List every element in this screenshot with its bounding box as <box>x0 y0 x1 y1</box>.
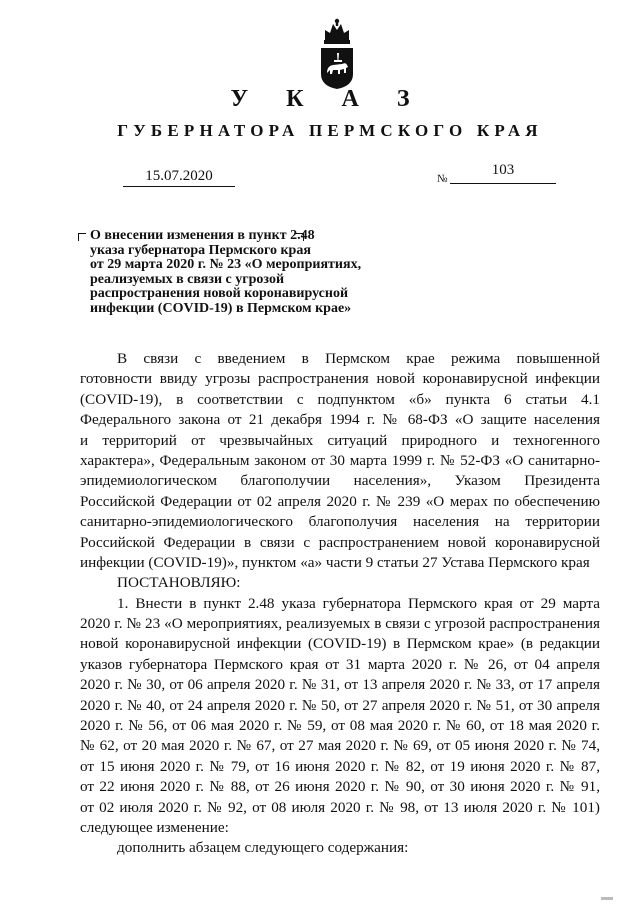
subject-corner-left <box>78 233 86 241</box>
item-1-line: указов губернатора Пермского края от 31 марта 2020 г. № 26, от 04 апреля <box>80 655 600 673</box>
item-1-line: от 15 июня 2020 г. № 79, от 16 июня 2020 г. № 82, от 19 июня 2020 г. № 87, <box>80 757 600 775</box>
preamble-line: эпидемиологическом благополучии населения», Указом Президента <box>80 472 600 490</box>
preamble-line: инфекции (COVID-19)», пунктом «а» части 9 статьи 27 Устава Пермского края <box>80 553 590 571</box>
item-1-line: от 22 июня 2020 г. № 88, от 26 июня 2020 г. № 90, от 30 июня 2020 г. № 91, <box>80 778 600 796</box>
preamble-line: Федерального закона от 21 декабря 1994 г. № 68-ФЗ «О защите населения <box>80 411 600 429</box>
item-1-line: 2020 г. № 23 «О мероприятиях, реализуемых в связи с угрозой распространения <box>80 615 600 633</box>
item-1-line: 2020 г. № 30, от 06 апреля 2020 г. № 31, от 13 апреля 2020 г. № 33, от 17 апреля <box>80 676 600 694</box>
number-sign: № <box>437 173 448 185</box>
document-body <box>80 349 600 859</box>
decree-word: ПОСТАНОВЛЯЮ: <box>117 574 241 592</box>
document-title: У К А З <box>230 86 426 112</box>
subject-line: распространения новой коронавирусной <box>90 286 349 302</box>
subject-line: указа губернатора Пермского края <box>90 242 311 258</box>
preamble-line: (COVID-19), в соответствии с подпунктом «б» пункта 6 статьи 4.1 <box>80 390 600 408</box>
page-corner-mark <box>600 895 614 903</box>
preamble-line: Российской Федерации в связи с распространением новой коронавирусной <box>80 533 600 551</box>
preamble-line: и территорий от чрезвычайных ситуаций природного и техногенного <box>80 431 600 449</box>
coat-of-arms-emblem <box>318 18 356 90</box>
subject-line: инфекции (COVID-19) в Пермском крае» <box>90 300 352 316</box>
subject-line: О внесении изменения в пункт 2.48 <box>90 228 315 243</box>
item-1-line: новой коронавирусной инфекции (COVID-19) в Пермском крае» (в редакции <box>80 635 600 653</box>
document-issuer: ГУБЕРНАТОРА ПЕРМСКОГО КРАЯ <box>117 121 543 140</box>
document-date: 15.07.2020 <box>123 168 235 187</box>
item-1-line: 1. Внести в пункт 2.48 указа губернатора Пермского края от 29 марта <box>117 594 600 612</box>
preamble-line: Российской Федерации от 02 апреля 2020 г. № 239 «О мерах по обеспечению <box>80 492 600 510</box>
closing-line: дополнить абзацем следующего содержания: <box>117 839 409 857</box>
item-1-line: 2020 г. № 40, от 24 апреля 2020 г. № 50, от 27 апреля 2020 г. № 51, от 30 апреля <box>80 696 600 714</box>
item-1-line: от 02 июля 2020 г. № 92, от 08 июля 2020 г. № 98, от 13 июля 2020 г. № 101) <box>80 798 600 816</box>
item-1-line: 2020 г. № 56, от 06 мая 2020 г. № 59, от 08 мая 2020 г. № 60, от 18 мая 2020 г. <box>80 717 600 735</box>
preamble-line: В связи с введением в Пермском крае режима повышенной <box>117 350 600 367</box>
preamble-line: характера», Федеральным законом от 30 марта 1999 г. № 52-ФЗ «О санитарно- <box>80 451 600 469</box>
subject-line: от 29 марта 2020 г. № 23 «О мероприятиях, <box>90 257 362 273</box>
preamble-line: санитарно-эпидемиологического благополучия населения на территории <box>80 513 600 531</box>
document-subject <box>90 229 400 317</box>
preamble-line: готовности ввиду угрозы распространения новой коронавирусной инфекции <box>80 370 600 388</box>
document-number: 103 <box>450 162 556 184</box>
item-1-line: следующее изменение: <box>80 818 229 836</box>
item-1-line: № 62, от 20 мая 2020 г. № 67, от 27 мая 2020 г. № 69, от 05 июня 2020 г. № 74, <box>80 737 600 755</box>
subject-line: реализуемых в связи с угрозой <box>90 271 285 287</box>
